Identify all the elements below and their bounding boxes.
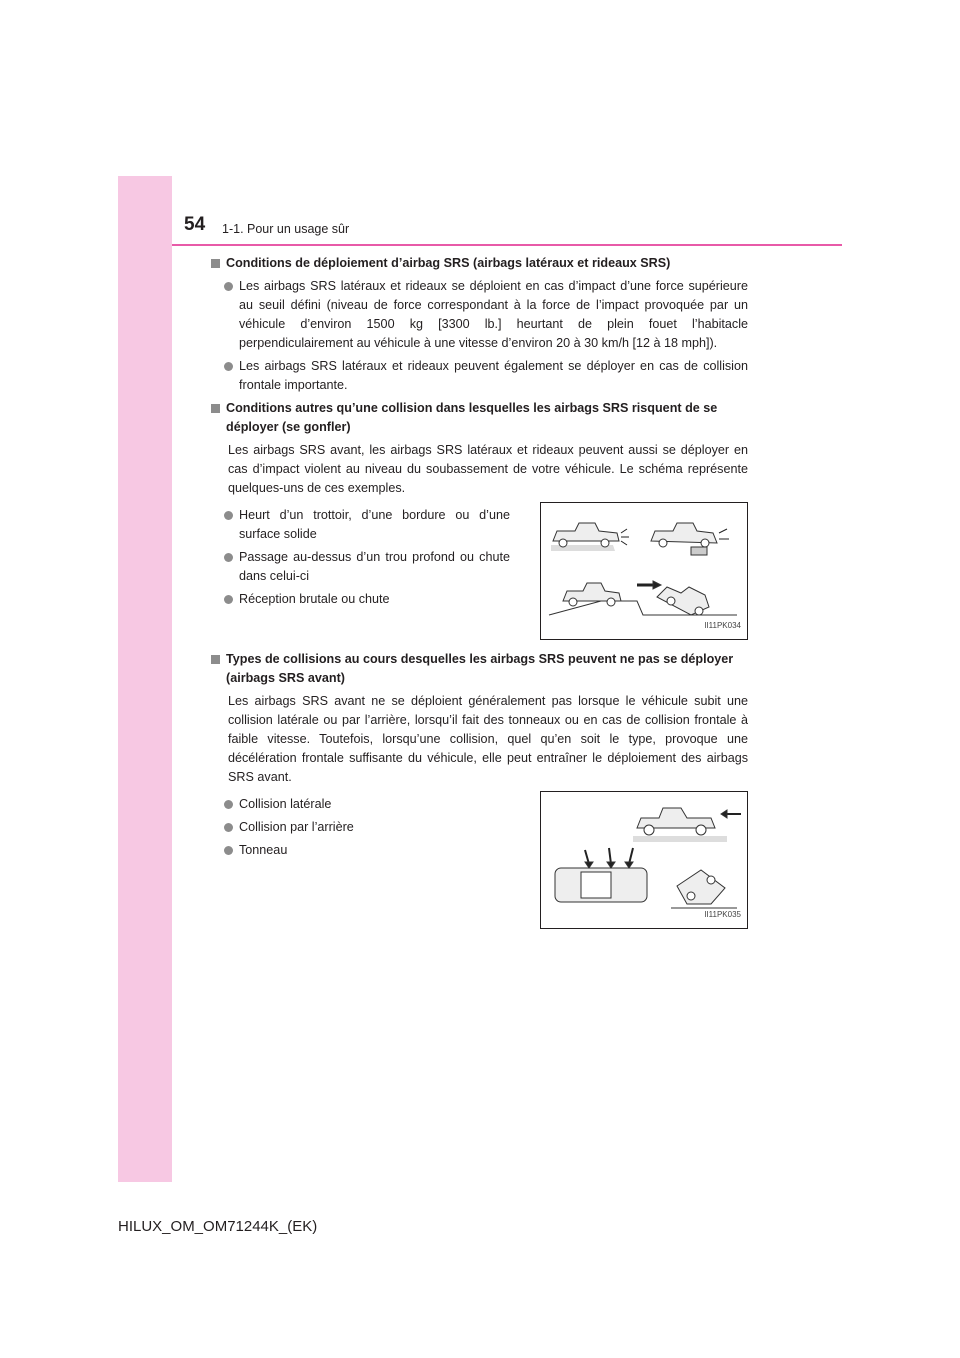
underbody-impact-figure <box>540 502 748 640</box>
bullet-frontal-collision: Les airbags SRS latéraux et rideaux peuvent également se déployer en cas de collision frontale importante. <box>210 357 748 395</box>
bullet-side-impact-threshold: Les airbags SRS latéraux et rideaux se déploient en cas d’impact d’une force supérieure au seuil défini (niveau de force correspondant à la force de l’impact provoquée par un véhicule d’environ 1500 kg [3300 lb.] heurtant de plein fouet l’habitacle perpendiculairement au véhicule à une vitesse d’environ 20 à 30 km/h [12 à 18 mph]). <box>210 277 748 353</box>
footer-doc-id: HILUX_OM_OM71244K_(EK) <box>118 1218 318 1235</box>
page-number: 54 <box>184 214 206 235</box>
bullet-rear-collision: Collision par l’arrière <box>210 818 510 837</box>
paragraph-underbody-impact: Les airbags SRS avant, les airbags SRS latéraux et rideaux peuvent aussi se déployer en cas d’impact violent au niveau du soubassement de votre véhicule. Le schéma représente quelques-uns de ces exemples. <box>228 443 748 495</box>
collision-types-figure <box>540 791 748 929</box>
collision-types-row <box>210 795 748 929</box>
heading-non-collision-deployment: Conditions autres qu’une collision dans lesquelles les airbags SRS risquent de se déployer (se gonfler) <box>210 399 748 437</box>
paragraph-front-airbag-conditions: Les airbags SRS avant ne se déploient généralement pas lorsque le véhicule subit une collision latérale ou par l’arrière, lorsqu’il fait des tonneaux ou en cas de collision frontale à faible vitesse. Toutefois, lorsqu’une collision, quel qu’en soit le type, provoque une décélération frontale suffisante du véhicule, elle peut entraîner le déploiement des airbags SRS avant. <box>228 694 748 784</box>
bullet-curb-hit: Heurt d’un trottoir, d’une bordure ou d’une surface solide <box>210 506 510 544</box>
bullet-deep-hole: Passage au-dessus d’un trou profond ou chute dans celui-ci <box>210 548 510 586</box>
heading-no-deployment-types: Types de collisions au cours desquelles les airbags SRS peuvent ne pas se déployer (airbags SRS avant) <box>210 650 748 688</box>
figure-code-034: II11PK034 <box>704 621 741 630</box>
heading-side-curtain-deployment: Conditions de déploiement d’airbag SRS (airbags latéraux et rideaux SRS) <box>210 254 748 273</box>
bullet-hard-landing: Réception brutale ou chute <box>210 590 510 609</box>
page-side-tab <box>118 176 172 1182</box>
bullet-rollover: Tonneau <box>210 841 510 860</box>
header-rule <box>172 244 842 246</box>
collision-types-list <box>210 795 510 929</box>
page-content <box>210 254 748 939</box>
underbody-examples-list <box>210 506 510 640</box>
underbody-examples-row <box>210 506 748 640</box>
figure-code-035: II11PK035 <box>704 910 741 919</box>
bullet-side-collision: Collision latérale <box>210 795 510 814</box>
section-title: 1-1. Pour un usage sûr <box>222 222 350 236</box>
